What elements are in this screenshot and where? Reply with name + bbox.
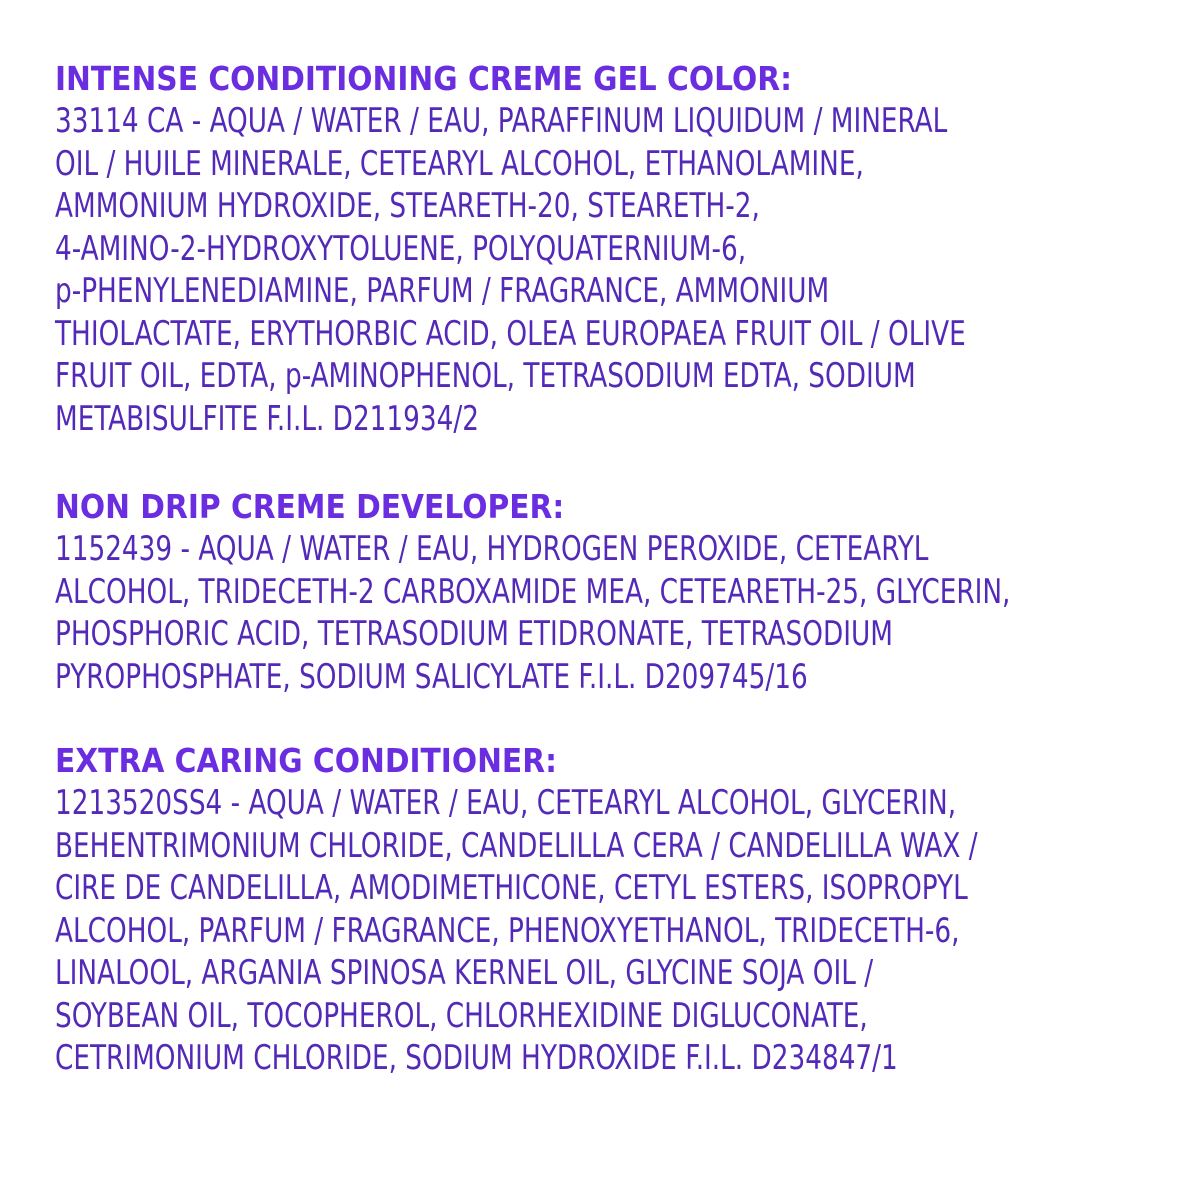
ingredient-line: 33114 CA - AQUA / WATER / EAU, PARAFFINUM LIQUIDUM / MINERAL [55, 101, 948, 141]
section-heading: EXTRA CARING CONDITIONER: [55, 741, 557, 780]
ingredient-line: BEHENTRIMONIUM CHLORIDE, CANDELILLA CERA / CANDELILLA WAX / [55, 825, 978, 866]
ingredient-line: p-PHENYLENEDIAMINE, PARFUM / FRAGRANCE, AMMONIUM [55, 271, 830, 311]
ingredient-line: METABISULFITE F.I.L. D211934/2 [55, 398, 479, 439]
section-developer [55, 486, 1165, 698]
ingredient-line: PYROPHOSPHATE, SODIUM SALICYLATE F.I.L. D209745/16 [55, 656, 808, 697]
ingredient-line: PHOSPHORIC ACID, TETRASODIUM ETIDRONATE, TETRASODIUM [55, 614, 893, 654]
ingredient-line: OIL / HUILE MINERALE, CETEARYL ALCOHOL, ETHANOLAMINE, [55, 143, 864, 184]
ingredient-line: CETRIMONIUM CHLORIDE, SODIUM HYDROXIDE F.I.L. D234847/1 [55, 1038, 898, 1078]
ingredient-line: AMMONIUM HYDROXIDE, STEARETH-20, STEARETH-2, [55, 186, 760, 226]
section-color-gel [55, 58, 1165, 440]
ingredient-line: 4-AMINO-2-HYDROXYTOLUENE, POLYQUATERNIUM-6, [55, 228, 747, 269]
ingredient-line: CIRE DE CANDELILLA, AMODIMETHICONE, CETYL ESTERS, ISOPROPYL [55, 868, 968, 908]
section-heading: INTENSE CONDITIONING CREME GEL COLOR: [55, 59, 792, 98]
ingredient-line: SOYBEAN OIL, TOCOPHEROL, CHLORHEXIDINE DIGLUCONATE, [55, 995, 868, 1036]
ingredient-line: ALCOHOL, TRIDECETH-2 CARBOXAMIDE MEA, CETEARETH-25, GLYCERIN, [55, 571, 1011, 612]
ingredient-line: FRUIT OIL, EDTA, p-AMINOPHENOL, TETRASODIUM EDTA, SODIUM [55, 356, 916, 396]
ingredient-line: 1213520SS4 - AQUA / WATER / EAU, CETEARYL ALCOHOL, GLYCERIN, [55, 783, 957, 823]
section-conditioner [55, 740, 1165, 1080]
section-heading: NON DRIP CREME DEVELOPER: [55, 487, 565, 526]
ingredient-line: 1152439 - AQUA / WATER / EAU, HYDROGEN PEROXIDE, CETEARYL [55, 529, 929, 569]
ingredient-line: THIOLACTATE, ERYTHORBIC ACID, OLEA EUROPAEA FRUIT OIL / OLIVE [55, 313, 966, 354]
ingredient-line: ALCOHOL, PARFUM / FRAGRANCE, PHENOXYETHANOL, TRIDECETH-6, [55, 910, 960, 951]
ingredient-line: LINALOOL, ARGANIA SPINOSA KERNEL OIL, GLYCINE SOJA OIL / [55, 953, 874, 993]
